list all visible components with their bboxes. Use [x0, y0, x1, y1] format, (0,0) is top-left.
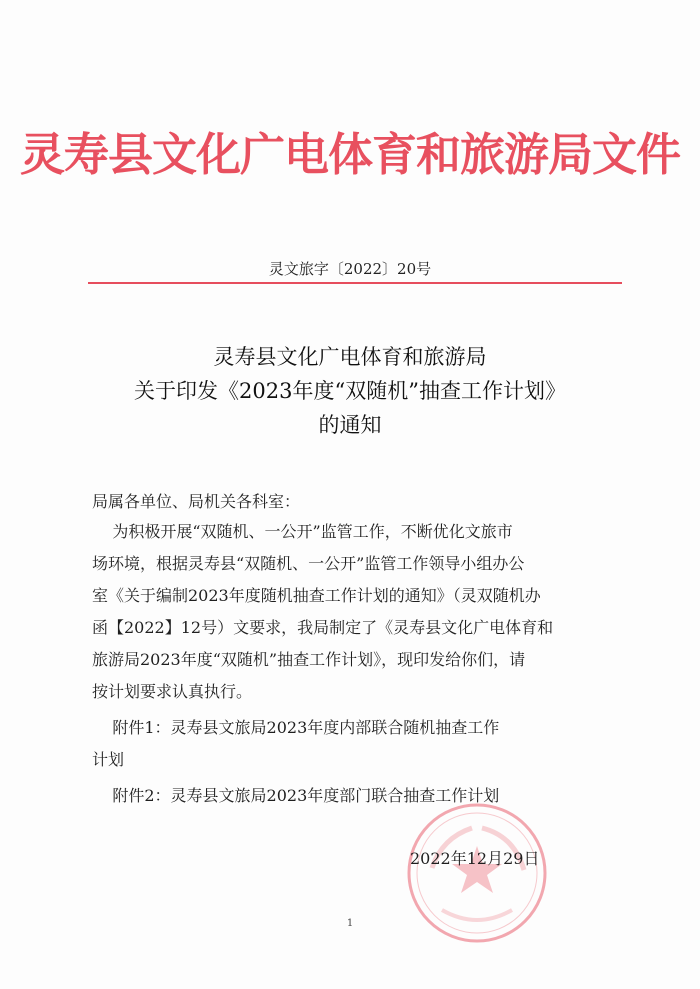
paragraph-line: 函【2022】12号）文要求，我局制定了《灵寿县文化广电体育和 [92, 618, 554, 637]
attachment-1-line: 附件1：灵寿县文旅局2023年度内部联合随机抽查工作 [92, 718, 500, 737]
page-number: 1 [346, 918, 354, 929]
paragraph-line: 为积极开展“双随机、一公开”监管工作，不断优化文旅市 [92, 522, 513, 541]
salutation: 局属各单位、局机关各科室： [92, 492, 301, 511]
paragraph-line: 旅游局2023年度“双随机”抽查工作计划》，现印发给你们，请 [92, 650, 526, 669]
document-header-title: 灵寿县文化广电体育和旅游局文件 [19, 128, 680, 181]
paragraph-line: 按计划要求认真执行。 [92, 682, 253, 701]
notice-title-line-3: 的通知 [318, 413, 382, 437]
red-divider-line [88, 282, 622, 284]
attachment-2-line: 附件2：灵寿县文旅局2023年度部门联合抽查工作计划 [92, 786, 500, 805]
document-number: 灵文旅字〔2022〕20号 [268, 260, 432, 278]
notice-title-line-2: 关于印发《2023年度“双随机”抽查工作计划》 [134, 379, 566, 403]
notice-title-line-1: 灵寿县文化广电体育和旅游局 [213, 345, 487, 369]
issue-date: 2022年12月29日 [410, 849, 540, 868]
paragraph-line: 室《关于编制2023年度随机抽查工作计划的通知》（灵双随机办 [92, 586, 541, 605]
attachment-1-continuation: 计划 [92, 750, 125, 769]
paragraph-line: 场环境，根据灵寿县“双随机、一公开”监管工作领导小组办公 [92, 554, 525, 573]
notice-title [0, 340, 700, 442]
